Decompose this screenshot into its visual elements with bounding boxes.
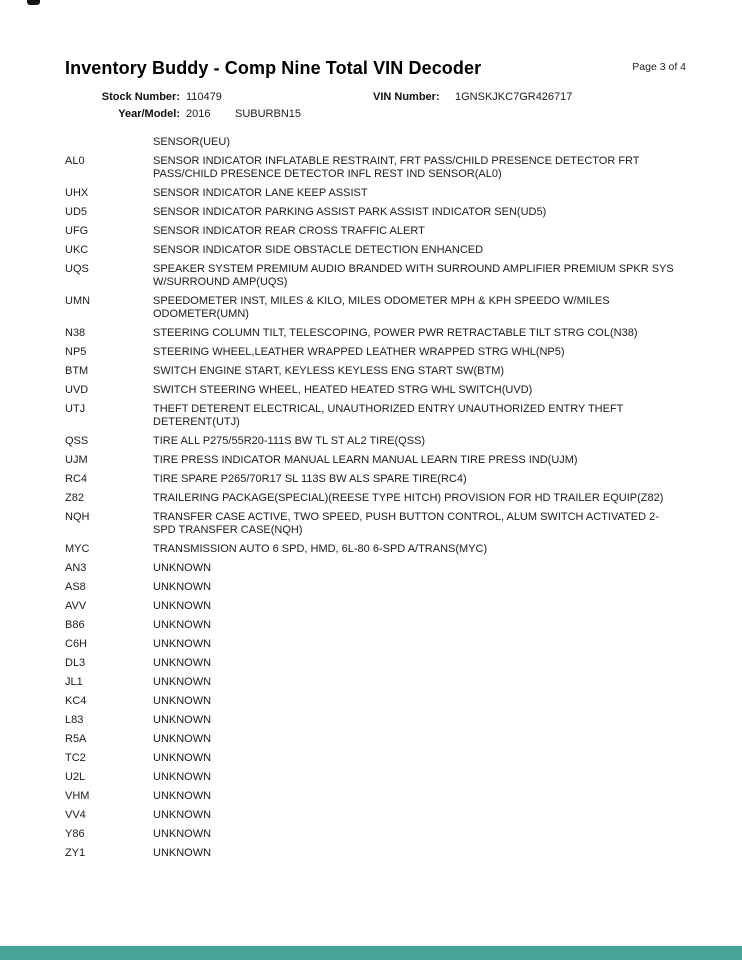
option-description: UNKNOWN <box>153 562 212 574</box>
option-code: UHX <box>65 187 89 199</box>
option-code: UD5 <box>65 206 88 218</box>
option-code: RC4 <box>65 473 88 485</box>
option-description: SPEAKER SYSTEM PREMIUM AUDIO BRANDED WITH SURROUND AMPLIFIER PREMIUM SPKR SYS W/SURROUND AMP(UQS) <box>153 263 674 288</box>
option-code: AL0 <box>65 155 85 167</box>
option-code <box>65 136 153 149</box>
option-code: MYC <box>65 543 90 555</box>
option-code: QSS <box>65 435 89 447</box>
option-row <box>65 244 678 257</box>
option-description: TIRE SPARE P265/70R17 SL 113S BW ALS SPARE TIRE(RC4) <box>153 473 467 485</box>
option-description: SENSOR INDICATOR PARKING ASSIST PARK ASSIST INDICATOR SEN(UD5) <box>153 206 547 218</box>
option-description: UNKNOWN <box>153 847 212 859</box>
option-description: SWITCH ENGINE START, KEYLESS KEYLESS ENG START SW(BTM) <box>153 365 505 377</box>
option-row <box>65 638 678 651</box>
footer-bar <box>0 946 742 960</box>
option-code: UKC <box>65 244 89 256</box>
option-code: UTJ <box>65 403 86 415</box>
option-code: DL3 <box>65 657 86 669</box>
option-code: B86 <box>65 619 85 631</box>
option-description: UNKNOWN <box>153 657 212 669</box>
vin-number-label: VIN Number: <box>373 91 440 103</box>
option-code: L83 <box>65 714 84 726</box>
option-description: SWITCH STEERING WHEEL, HEATED HEATED STRG WHL SWITCH(UVD) <box>153 384 533 396</box>
option-row <box>65 657 678 670</box>
option-code: Y86 <box>65 828 85 840</box>
option-description: TIRE ALL P275/55R20-111S BW TL ST AL2 TIRE(QSS) <box>153 435 426 447</box>
year-value: 2016 <box>186 108 211 120</box>
option-row <box>65 492 678 505</box>
option-code: UMN <box>65 295 91 307</box>
option-row <box>65 403 678 429</box>
option-description: UNKNOWN <box>153 809 212 821</box>
option-row <box>65 752 678 765</box>
option-description: STEERING COLUMN TILT, TELESCOPING, POWER PWR RETRACTABLE TILT STRG COL(N38) <box>153 327 638 339</box>
year-model-label: Year/Model: <box>118 108 180 120</box>
option-description: UNKNOWN <box>153 581 212 593</box>
model-value: SUBURBN15 <box>235 108 302 120</box>
option-row <box>65 187 678 200</box>
option-code: UVD <box>65 384 89 396</box>
option-code: ZY1 <box>65 847 86 859</box>
option-row <box>65 136 678 149</box>
scan-artifact <box>27 0 40 5</box>
option-code: AN3 <box>65 562 87 574</box>
stock-number-value: 110479 <box>186 91 222 103</box>
option-description: SENSOR INDICATOR LANE KEEP ASSIST <box>153 187 368 199</box>
option-row <box>65 511 678 537</box>
vehicle-meta <box>65 91 677 125</box>
option-row <box>65 327 678 340</box>
option-row <box>65 695 678 708</box>
option-row <box>65 435 678 448</box>
option-description: UNKNOWN <box>153 619 212 631</box>
option-row <box>65 543 678 556</box>
option-code: UFG <box>65 225 89 237</box>
option-description: UNKNOWN <box>153 752 212 764</box>
option-row <box>65 619 678 632</box>
option-code: UQS <box>65 263 89 275</box>
option-row <box>65 454 678 467</box>
stock-number-label: Stock Number: <box>101 91 180 103</box>
option-row <box>65 714 678 727</box>
option-row <box>65 295 678 321</box>
option-description: SENSOR INDICATOR INFLATABLE RESTRAINT, FRT PASS/CHILD PRESENCE DETECTOR FRT PASS/CHILD PRESENCE DETECTOR INFL REST IND SENSOR(AL0) <box>153 155 640 180</box>
option-description: SENSOR INDICATOR SIDE OBSTACLE DETECTION ENHANCED <box>153 244 484 256</box>
option-row <box>65 847 678 860</box>
option-row <box>65 384 678 397</box>
option-description: SENSOR(UEU) <box>153 136 231 148</box>
option-code: AVV <box>65 600 87 612</box>
option-description: UNKNOWN <box>153 828 212 840</box>
option-description: STEERING WHEEL,LEATHER WRAPPED LEATHER WRAPPED STRG WHL(NP5) <box>153 346 565 358</box>
option-code: UJM <box>65 454 88 466</box>
option-code: KC4 <box>65 695 87 707</box>
option-row <box>65 346 678 359</box>
options-table <box>65 136 678 866</box>
option-description: UNKNOWN <box>153 733 212 745</box>
option-row <box>65 600 678 613</box>
option-description: UNKNOWN <box>153 600 212 612</box>
option-description: UNKNOWN <box>153 771 212 783</box>
option-code: C6H <box>65 638 88 650</box>
option-description: THEFT DETERENT ELECTRICAL, UNAUTHORIZED ENTRY UNAUTHORIZED ENTRY THEFT DETERENT(UTJ) <box>153 403 624 428</box>
option-code: JL1 <box>65 676 83 688</box>
option-row <box>65 581 678 594</box>
option-description: UNKNOWN <box>153 790 212 802</box>
option-description: TRAILERING PACKAGE(SPECIAL)(REESE TYPE HITCH) PROVISION FOR HD TRAILER EQUIP(Z82) <box>153 492 664 504</box>
option-row <box>65 733 678 746</box>
option-row <box>65 225 678 238</box>
option-code: AS8 <box>65 581 86 593</box>
page-indicator: Page 3 of 4 <box>632 61 686 73</box>
option-code: TC2 <box>65 752 86 764</box>
option-description: UNKNOWN <box>153 638 212 650</box>
option-row <box>65 562 678 575</box>
option-row <box>65 206 678 219</box>
option-row <box>65 365 678 378</box>
option-row <box>65 473 678 486</box>
option-description: UNKNOWN <box>153 676 212 688</box>
option-code: N38 <box>65 327 86 339</box>
option-description: SENSOR INDICATOR REAR CROSS TRAFFIC ALERT <box>153 225 425 237</box>
option-row <box>65 828 678 841</box>
option-code: Z82 <box>65 492 84 504</box>
option-row <box>65 790 678 803</box>
option-code: VV4 <box>65 809 86 821</box>
option-code: BTM <box>65 365 89 377</box>
meta-row-stock-vin <box>65 91 677 108</box>
option-description: UNKNOWN <box>153 714 212 726</box>
vin-number-value: 1GNSKJKC7GR426717 <box>455 91 573 103</box>
option-row <box>65 771 678 784</box>
option-description: TIRE PRESS INDICATOR MANUAL LEARN MANUAL LEARN TIRE PRESS IND(UJM) <box>153 454 578 466</box>
option-code: VHM <box>65 790 90 802</box>
meta-row-year-model <box>65 108 677 125</box>
option-description: TRANSFER CASE ACTIVE, TWO SPEED, PUSH BUTTON CONTROL, ALUM SWITCH ACTIVATED 2-SPD TRANSFER CASE(NQH) <box>153 511 659 536</box>
option-row <box>65 676 678 689</box>
option-description: UNKNOWN <box>153 695 212 707</box>
option-code: R5A <box>65 733 87 745</box>
option-code: NP5 <box>65 346 87 358</box>
option-row <box>65 155 678 181</box>
option-code: U2L <box>65 771 86 783</box>
option-description: SPEEDOMETER INST, MILES & KILO, MILES ODOMETER MPH & KPH SPEEDO W/MILES ODOMETER(UMN) <box>153 295 610 320</box>
option-code: NQH <box>65 511 90 523</box>
option-row <box>65 263 678 289</box>
report-header <box>65 58 686 79</box>
option-row <box>65 809 678 822</box>
option-description: TRANSMISSION AUTO 6 SPD, HMD, 6L-80 6-SPD A/TRANS(MYC) <box>153 543 488 555</box>
page-title: Inventory Buddy - Comp Nine Total VIN Decoder <box>65 58 482 78</box>
